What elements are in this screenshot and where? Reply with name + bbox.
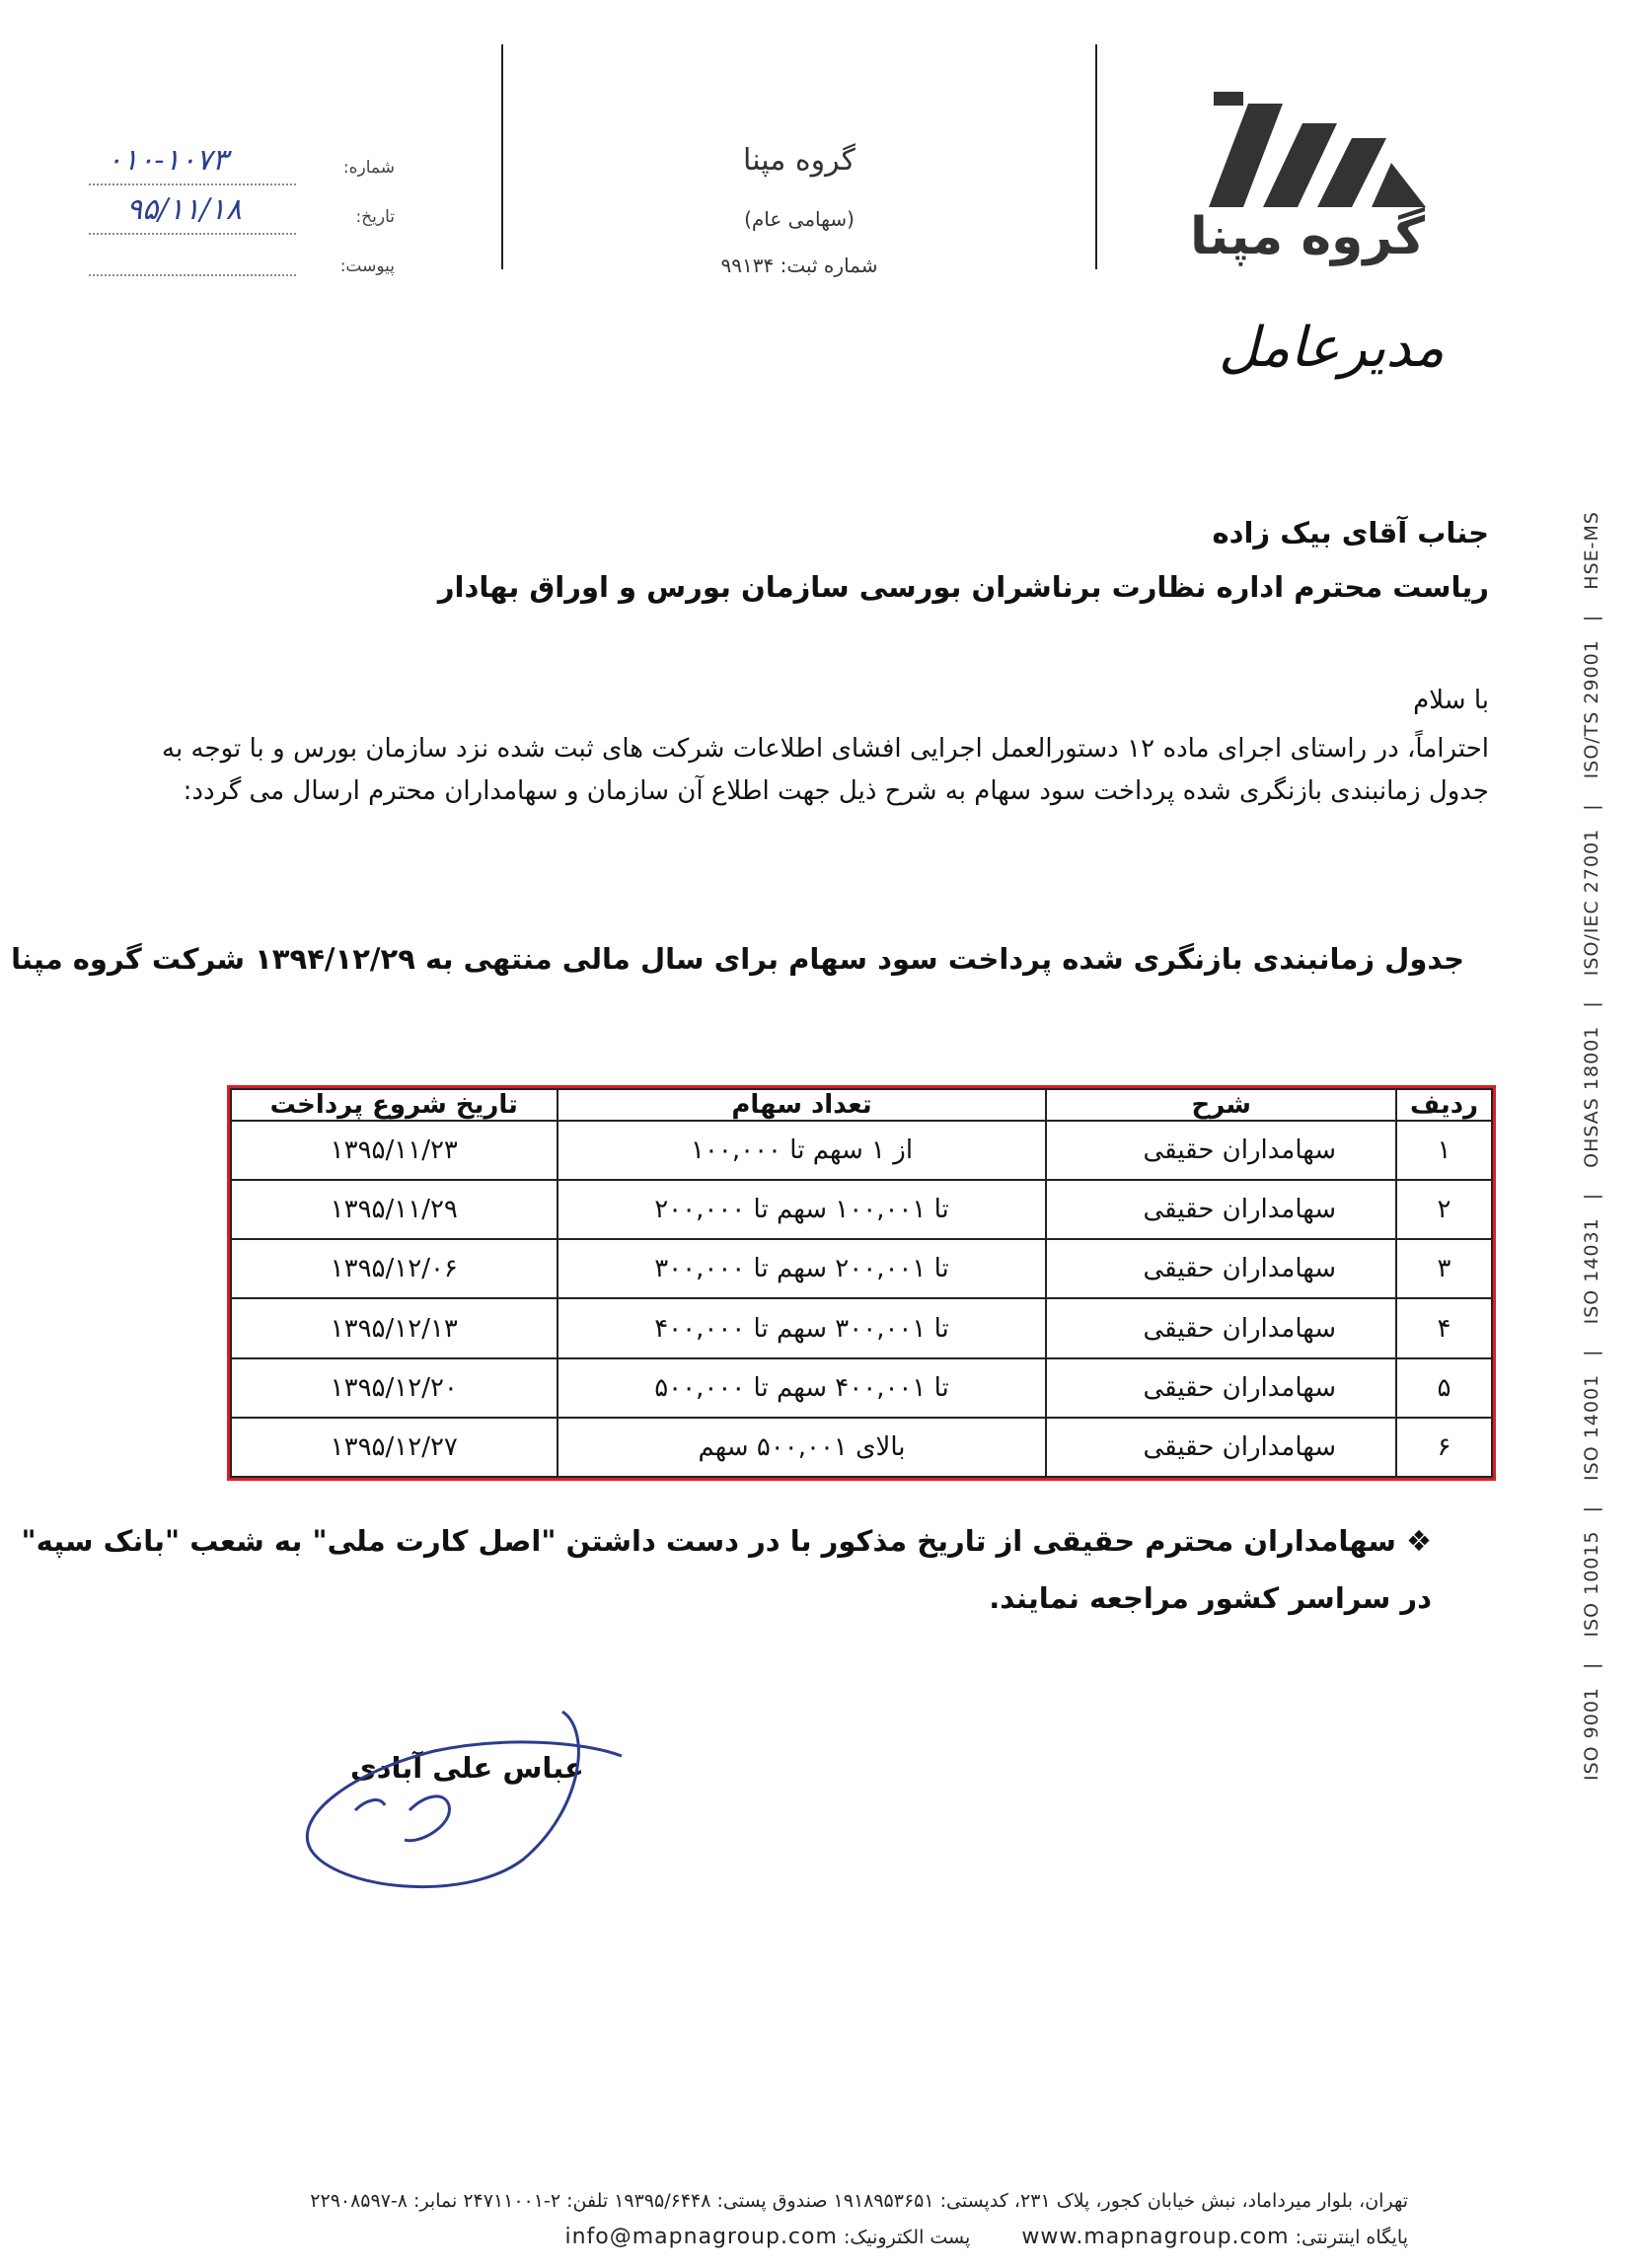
cert-iso-14001: ISO 14001: [1581, 1373, 1602, 1481]
cell-description: سهامداران حقیقی: [1046, 1121, 1396, 1180]
attachment-dots: [89, 274, 296, 276]
table-row: [231, 1298, 1492, 1357]
cell-description: سهامداران حقیقی: [1046, 1358, 1396, 1418]
header-divider-left: [501, 44, 503, 269]
cell-share-count: تا ۴۰۰,۰۰۱ سهم تا ۵۰۰,۰۰۰: [558, 1358, 1047, 1418]
cert-ohsas-18001: OHSAS 18001: [1581, 1025, 1602, 1168]
cert-separator: |: [1581, 614, 1602, 622]
date-dots: [89, 233, 296, 235]
email-link[interactable]: info@mapnagroup.com: [564, 2225, 838, 2249]
cell-share-count: تا ۳۰۰,۰۰۱ سهم تا ۴۰۰,۰۰۰: [558, 1298, 1047, 1357]
registration-number: شماره ثبت: ۹۹۱۳۴: [720, 254, 878, 277]
note-line-2: در سراسر کشور مراجعه نمایند.: [989, 1581, 1432, 1615]
table-row: [231, 1358, 1492, 1418]
col-header-row-number: ردیف: [1396, 1089, 1492, 1121]
greeting: با سلام: [1413, 686, 1489, 715]
col-header-description: شرح: [1046, 1089, 1396, 1121]
number-dots: [89, 183, 296, 185]
cert-separator: |: [1581, 1661, 1602, 1669]
cell-row-number: ۵: [1396, 1358, 1492, 1418]
body-paragraph: احتراماً، در راستای اجرای ماده ۱۲ دستورالعمل اجرایی افشای اطلاعات شرکت های ثبت شده نزد سازمان بورس و با توجه به جدول زمانبندی بازنگری شده پرداخت سود سهام به شرح ذیل جهت اطلاع آن سازمان و سهامداران محترم ارسال می گردد:: [162, 734, 1489, 806]
cell-payment-date: ۱۳۹۵/۱۲/۰۶: [231, 1239, 558, 1298]
addressee-title: ریاست محترم اداره نظارت برناشران بورسی سازمان بورس و اوراق بهادار: [437, 570, 1489, 604]
cert-separator: |: [1581, 1349, 1602, 1356]
website-label: پایگاه اینترنتی:: [1295, 2227, 1408, 2248]
addressee-name: جناب آقای بیک زاده: [1212, 516, 1489, 549]
cell-row-number: ۲: [1396, 1180, 1492, 1239]
header-divider-right: [1095, 44, 1097, 269]
cell-payment-date: ۱۳۹۵/۱۱/۲۳: [231, 1121, 558, 1180]
cell-description: سهامداران حقیقی: [1046, 1239, 1396, 1298]
number-label: شماره:: [342, 158, 395, 178]
date-label: تاریخ:: [355, 207, 395, 227]
cell-share-count: بالای ۵۰۰,۰۰۱ سهم: [558, 1418, 1047, 1477]
table-row: [231, 1180, 1492, 1239]
cert-separator: |: [1581, 1192, 1602, 1201]
cell-share-count: تا ۲۰۰,۰۰۱ سهم تا ۳۰۰,۰۰۰: [558, 1239, 1047, 1298]
mapna-logo-icon: [1189, 84, 1436, 217]
cert-separator: |: [1581, 1000, 1602, 1008]
col-header-share-count: تعداد سهام: [558, 1089, 1047, 1121]
website-link[interactable]: www.mapnagroup.com: [1021, 2225, 1290, 2249]
table-row: [231, 1239, 1492, 1298]
cell-row-number: ۴: [1396, 1298, 1492, 1357]
handwritten-signature: [296, 1702, 632, 1899]
footer-address: تهران، بلوار میرداماد، نبش خیابان کجور، پلاک ۲۳۱، کدپستی: ۱۹۱۸۹۵۳۶۵۱ صندوق پستی: ۱۹۳۹۵/۶۴۴۸ تلفن: ۲-۲۴۷۱۱۰۰۱ نمابر: ۸-۲۲۹۰۸۵۹۷: [310, 2190, 1408, 2212]
cert-iso-9001: ISO 9001: [1581, 1686, 1602, 1781]
logo-text: گروه مپنا: [1190, 207, 1425, 266]
table-header-row: [231, 1089, 1492, 1121]
company-name: گروه مپنا: [743, 143, 856, 178]
number-value: ۰۱۰-۱۰۷۳: [107, 143, 228, 178]
schedule-table-frame: [227, 1085, 1496, 1481]
footer-contact: [564, 2225, 1408, 2249]
table-title: جدول زمانبندی بازنگری شده پرداخت سود سهام برای سال مالی منتهی به ۱۳۹۴/۱۲/۲۹ شرکت گروه مپنا: [11, 942, 1464, 976]
side-certifications: [1581, 511, 1602, 1781]
cell-payment-date: ۱۳۹۵/۱۱/۲۹: [231, 1180, 558, 1239]
cert-iso-10015: ISO 10015: [1581, 1530, 1602, 1638]
company-type: (سهامی عام): [744, 207, 855, 231]
col-header-payment-start-date: تاریخ شروع پرداخت: [231, 1089, 558, 1121]
cell-description: سهامداران حقیقی: [1046, 1298, 1396, 1357]
cert-iso-14031: ISO 14031: [1581, 1217, 1602, 1325]
cert-iso-iec-27001: ISO/IEC 27001: [1581, 828, 1602, 977]
cert-separator: |: [1581, 803, 1602, 811]
ceo-stamp: مدیرعامل: [1219, 316, 1445, 380]
signatory-name: عباس علی آبادی: [350, 1751, 584, 1785]
cell-description: سهامداران حقیقی: [1046, 1418, 1396, 1477]
cell-payment-date: ۱۳۹۵/۱۲/۱۳: [231, 1298, 558, 1357]
mapna-logo: [1189, 84, 1436, 217]
cell-payment-date: ۱۳۹۵/۱۲/۲۰: [231, 1358, 558, 1418]
date-value: ۹۵/۱۱/۱۸: [126, 192, 242, 227]
cell-payment-date: ۱۳۹۵/۱۲/۲۷: [231, 1418, 558, 1477]
note-bullet-icon: ❖: [1406, 1524, 1432, 1558]
table-row: [231, 1418, 1492, 1477]
schedule-table: [230, 1088, 1493, 1478]
cert-hse-ms: HSE-MS: [1581, 511, 1602, 590]
cell-row-number: ۱: [1396, 1121, 1492, 1180]
cert-separator: |: [1581, 1505, 1602, 1513]
email-label: پست الکترونیک:: [843, 2227, 971, 2248]
cell-row-number: ۳: [1396, 1239, 1492, 1298]
cell-share-count: تا ۱۰۰,۰۰۱ سهم تا ۲۰۰,۰۰۰: [558, 1180, 1047, 1239]
cert-iso-ts-29001: ISO/TS 29001: [1581, 639, 1602, 779]
cell-row-number: ۶: [1396, 1418, 1492, 1477]
cell-description: سهامداران حقیقی: [1046, 1180, 1396, 1239]
note-text-1: سهامداران محترم حقیقی از تاریخ مذکور با در دست داشتن "اصل کارت ملی" به شعب "بانک سپه": [21, 1524, 1396, 1558]
cell-share-count: از ۱ سهم تا ۱۰۰,۰۰۰: [558, 1121, 1047, 1180]
note-line-1: [22, 1524, 1433, 1558]
table-row: [231, 1121, 1492, 1180]
attachment-label: پیوست:: [339, 256, 395, 276]
